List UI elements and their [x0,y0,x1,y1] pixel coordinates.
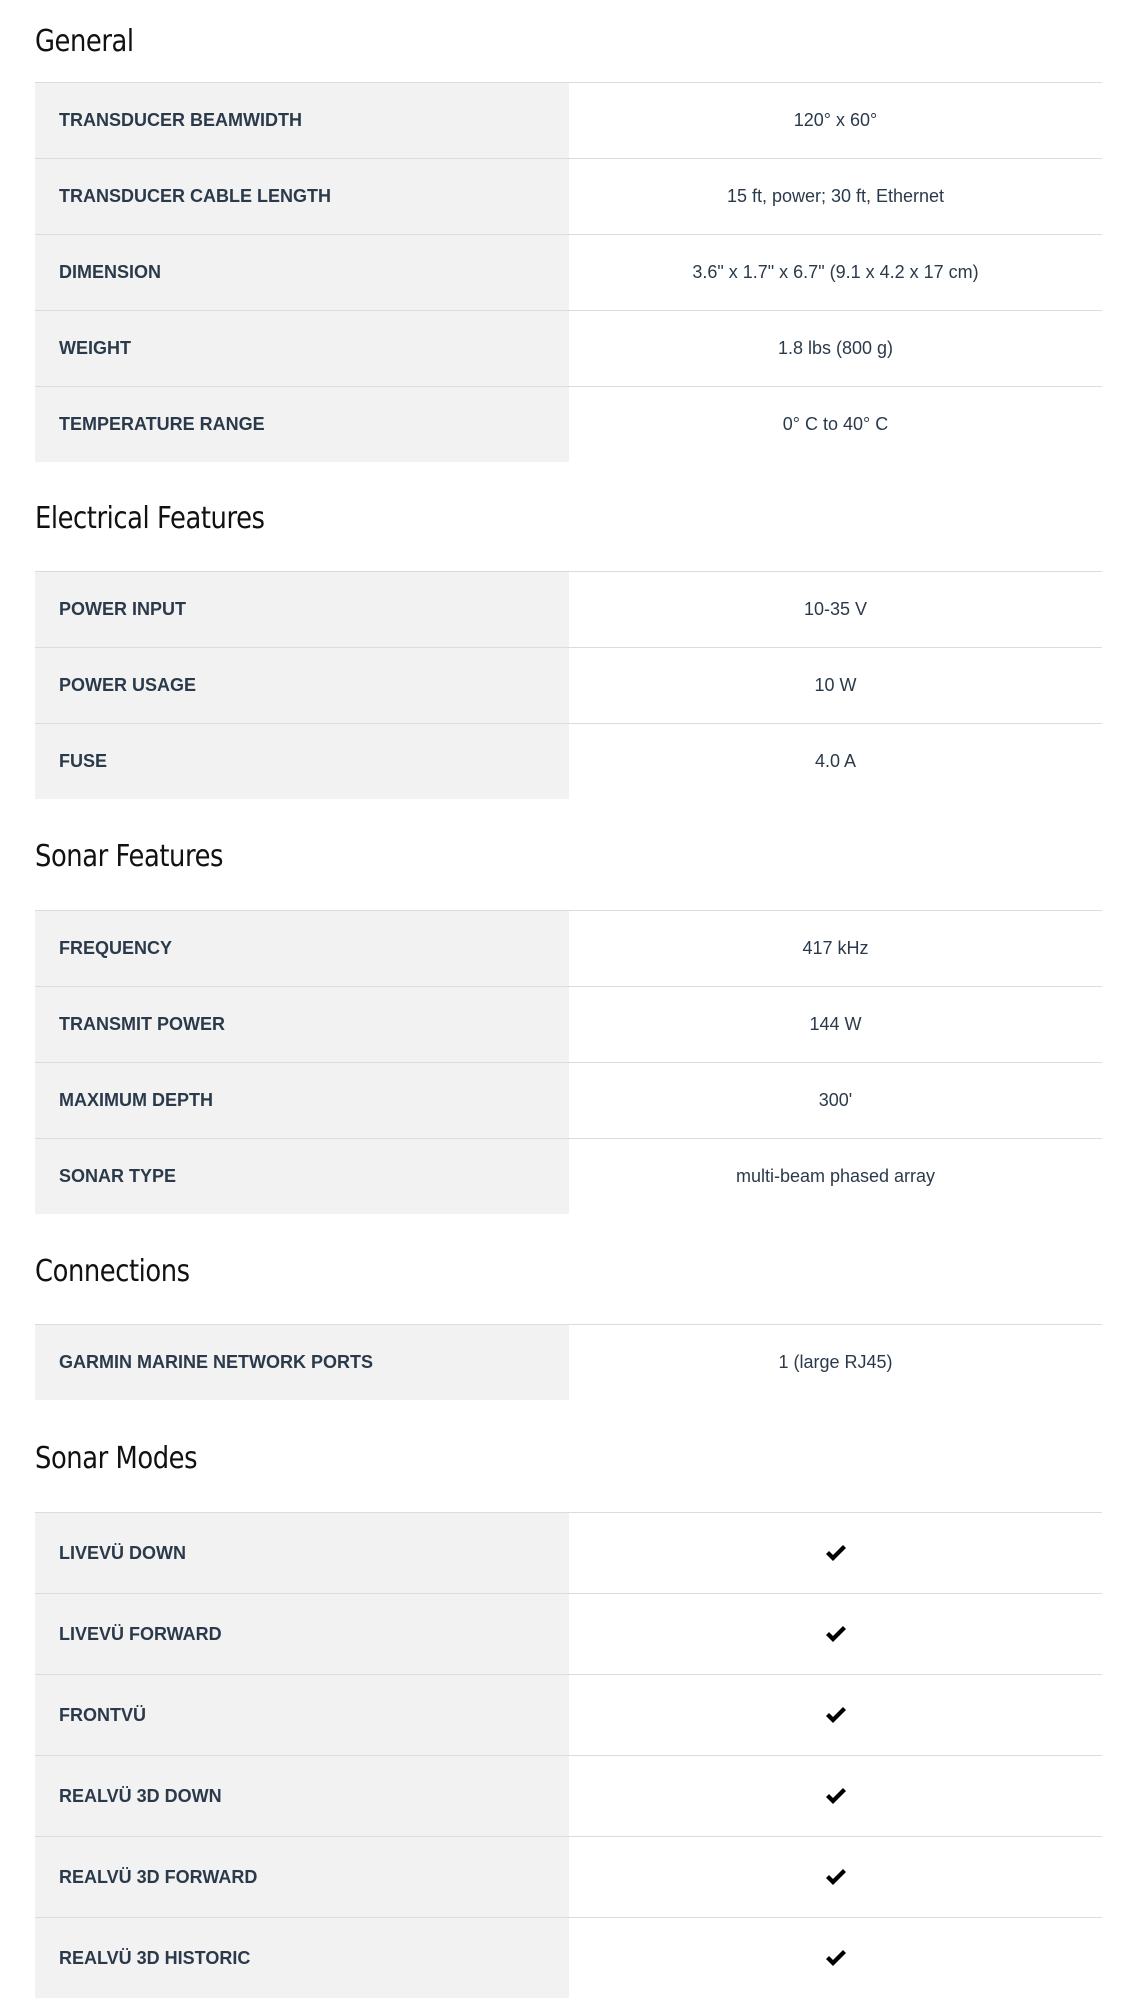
spec-table-general [35,82,1102,462]
section-title: Electrical Features [35,501,265,536]
spec-value: 417 kHz [802,938,869,958]
check-icon [825,1949,847,1967]
check-icon [825,1625,847,1643]
table-row [35,1325,1102,1400]
table-row [35,235,1102,311]
section-header-sonar-modes [35,1400,1123,1512]
spec-label: POWER INPUT [35,572,569,647]
spec-label: LIVEVÜ FORWARD [35,1594,569,1674]
spec-label: SONAR TYPE [35,1139,569,1214]
section-title: Connections [35,1253,190,1289]
spec-table-sonar-modes [35,1512,1102,1998]
spec-value: 120° x 60° [793,110,878,130]
spec-value: 1.8 lbs (800 g) [777,338,894,358]
spec-value: 0° C to 40° C [782,414,889,434]
spec-value: 1 (large RJ45) [778,1352,893,1372]
check-icon [825,1706,847,1724]
section-header-electrical [35,462,1123,571]
spec-label: WEIGHT [35,311,569,386]
spec-label: GARMIN MARINE NETWORK PORTS [35,1325,569,1400]
table-row [35,1594,1102,1675]
table-row [35,159,1102,235]
table-row [35,1513,1102,1594]
spec-table-electrical [35,571,1102,799]
section-title: Sonar Modes [35,1440,198,1476]
table-row [35,1837,1102,1918]
spec-label: FUSE [35,724,569,799]
spec-value: 3.6" x 1.7" x 6.7" (9.1 x 4.2 x 17 cm) [692,262,979,282]
table-row [35,1139,1102,1214]
table-row [35,572,1102,648]
spec-value: 10-35 V [803,599,868,619]
spec-label: REALVÜ 3D DOWN [35,1756,569,1836]
spec-value [569,1918,1102,1998]
spec-label: POWER USAGE [35,648,569,723]
spec-value: multi-beam phased array [735,1166,936,1186]
spec-table-connections [35,1324,1102,1400]
table-row [35,987,1102,1063]
spec-value: 300' [818,1090,853,1110]
spec-value [569,1837,1102,1917]
table-row [35,387,1102,462]
spec-value [569,1513,1102,1593]
check-icon [825,1544,847,1562]
spec-label: FRONTVÜ [35,1675,569,1755]
section-title: Sonar Features [35,839,224,874]
spec-label: LIVEVÜ DOWN [35,1513,569,1593]
table-row [35,1675,1102,1756]
table-row [35,724,1102,799]
spec-label: TRANSDUCER BEAMWIDTH [35,83,569,158]
table-row [35,1918,1102,1998]
section-header-sonar-features [35,799,1123,910]
spec-label: TRANSMIT POWER [35,987,569,1062]
section-header-connections [35,1214,1123,1324]
check-icon [825,1868,847,1886]
spec-label: REALVÜ 3D FORWARD [35,1837,569,1917]
table-row [35,648,1102,724]
spec-value [569,1756,1102,1836]
spec-value [569,1675,1102,1755]
spec-label: DIMENSION [35,235,569,310]
spec-label: MAXIMUM DEPTH [35,1063,569,1138]
table-row [35,911,1102,987]
table-row [35,1756,1102,1837]
spec-value [569,1594,1102,1674]
spec-table-sonar-features [35,910,1102,1214]
spec-value: 144 W [809,1014,862,1034]
table-row [35,311,1102,387]
section-header-general [35,0,1123,82]
section-title: General [35,23,134,59]
spec-label: TRANSDUCER CABLE LENGTH [35,159,569,234]
spec-value: 4.0 A [814,751,857,771]
spec-value: 10 W [814,675,857,695]
check-icon [825,1787,847,1805]
table-row [35,1063,1102,1139]
spec-value: 15 ft, power; 30 ft, Ethernet [726,186,945,206]
spec-label: TEMPERATURE RANGE [35,387,569,462]
table-row [35,83,1102,159]
spec-label: REALVÜ 3D HISTORIC [35,1918,569,1998]
spec-label: FREQUENCY [35,911,569,986]
